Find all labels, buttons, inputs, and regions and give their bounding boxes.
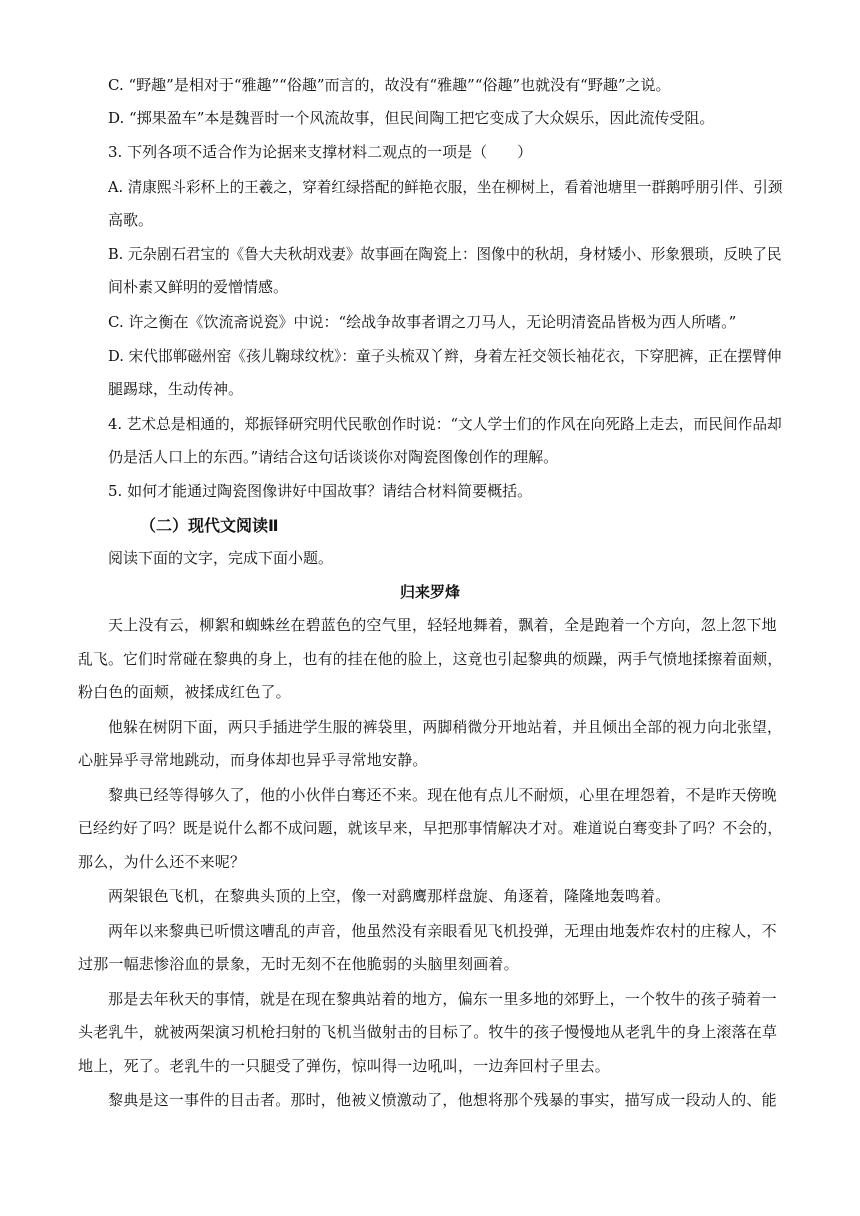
story-p2-line1: 他躲在树阴下面，两只手插进学生服的裤袋里，两脚稍微分开地站着，并且倾出全部的视力向北张望， bbox=[108, 718, 783, 736]
q3-option-b-line1: B. 元杂剧石君宝的《鲁大夫秋胡戏妻》故事画在陶瓷上：图像中的秋胡，身材矮小、形象猥琐，反映了民 bbox=[108, 245, 782, 263]
story-p5-line2: 过那一幅悲惨浴血的景象，无时无刻不在他脆弱的头脑里刻画着。 bbox=[78, 955, 519, 973]
q3-option-b-line2: 间朴素又鲜明的爱憎情感。 bbox=[108, 278, 289, 296]
q3-stem: 3. 下列各项不适合作为论据来支撑材料二观点的一项是（ ） bbox=[108, 143, 533, 161]
q2-option-c: C. “野趣”是相对于“雅趣”“俗趣”而言的，故没有“雅趣”“俗趣”也就没有“野趣”之说。 bbox=[108, 76, 671, 94]
section-heading: （二）现代文阅读Ⅱ bbox=[140, 516, 279, 535]
q3-option-d-line2: 腿踢球，生动传神。 bbox=[108, 380, 244, 398]
story-p6-line3: 地上，死了。老乳牛的一只腿受了弹伤，惊叫得一边吼叫，一边奔回村子里去。 bbox=[78, 1057, 611, 1075]
q4-line2: 仍是活人口上的东西。”请结合这句话谈谈你对陶瓷图像创作的理解。 bbox=[108, 448, 559, 466]
q3-option-c: C. 许之衡在《饮流斋说瓷》中说：“绘战争故事者谓之刀马人，无论明清瓷品皆极为西人所嗜。” bbox=[108, 313, 737, 331]
story-p1-line1: 天上没有云，柳絮和蜘蛛丝在碧蓝色的空气里，轻轻地舞着，飘着，全是跑着一个方向，忽上忽下地 bbox=[108, 616, 777, 634]
story-p1-line3: 粉白色的面颊，被揉成红色了。 bbox=[78, 683, 291, 701]
q3-option-d-line1: D. 宋代邯郸磁州窑《孩儿鞠球纹枕》：童子头梳双丫辫，身着左衽交领长袖花衣，下穿肥裤，正在摆臂伸 bbox=[108, 347, 782, 365]
q5-line1: 5. 如何才能通过陶瓷图像讲好中国故事？请结合材料简要概括。 bbox=[108, 482, 533, 500]
story-p1-line2: 乱飞。它们时常碰在黎典的身上，也有的挂在他的脸上，这竟也引起黎典的烦躁，两手气愤地揉擦着面颊， bbox=[78, 650, 783, 668]
story-p2-line2: 心脏异乎寻常地跳动，而身体却也异乎寻常地安静。 bbox=[78, 751, 428, 769]
q2-option-d: D. “掷果盈车”本是魏晋时一个风流故事，但民间陶工把它变成了大众娱乐，因此流传受阻。 bbox=[108, 109, 715, 127]
story-p7-line1: 黎典是这一事件的目击者。那时，他被义愤激动了，他想将那个残暴的事实，描写成一段动人的、能 bbox=[108, 1091, 777, 1109]
q3-option-a-line1: A. 清康熙斗彩杯上的王羲之，穿着红绿搭配的鲜艳衣服，坐在柳树上，看着池塘里一群鹅呼朋引伴、引颈 bbox=[108, 178, 783, 196]
story-p4-line1: 两架银色飞机，在黎典头顶的上空，像一对鹞鹰那样盘旋、角逐着，隆隆地轰鸣着。 bbox=[108, 887, 671, 905]
section-instruction: 阅读下面的文字，完成下面小题。 bbox=[108, 549, 334, 567]
story-p5-line1: 两年以来黎典已听惯这嘈乱的声音，他虽然没有亲眼看见飞机投弹，无理由地轰炸农村的庄稼人，不 bbox=[108, 922, 777, 940]
story-p3-line3: 那么，为什么还不来呢？ bbox=[78, 853, 246, 871]
story-p3-line1: 黎典已经等得够久了，他的小伙伴白骞还不来。现在他有点儿不耐烦，心里在埋怨着，不是昨天傍晚 bbox=[108, 786, 777, 804]
q4-line1: 4. 艺术总是相通的，郑振铎研究明代民歌创作时说：“文人学士们的作风在向死路上走去，而民间作品却 bbox=[108, 415, 782, 433]
story-p3-line2: 已经约好了吗？既是说什么都不成问题，就该早来，早把那事情解决才对。难道说白骞变卦了吗？不会的， bbox=[78, 819, 783, 837]
story-title: 归来罗烽 bbox=[399, 583, 460, 601]
story-p6-line2: 头老乳牛，就被两架演习机枪扫射的飞机当做射击的目标了。牧牛的孩子慢慢地从老乳牛的身上滚落在草 bbox=[78, 1023, 778, 1041]
q3-option-a-line2: 高歌。 bbox=[108, 211, 154, 229]
story-p6-line1: 那是去年秋天的事情，就是在现在黎典站着的地方，偏东一里多地的郊野上，一个牧牛的孩子骑着一 bbox=[108, 990, 777, 1008]
